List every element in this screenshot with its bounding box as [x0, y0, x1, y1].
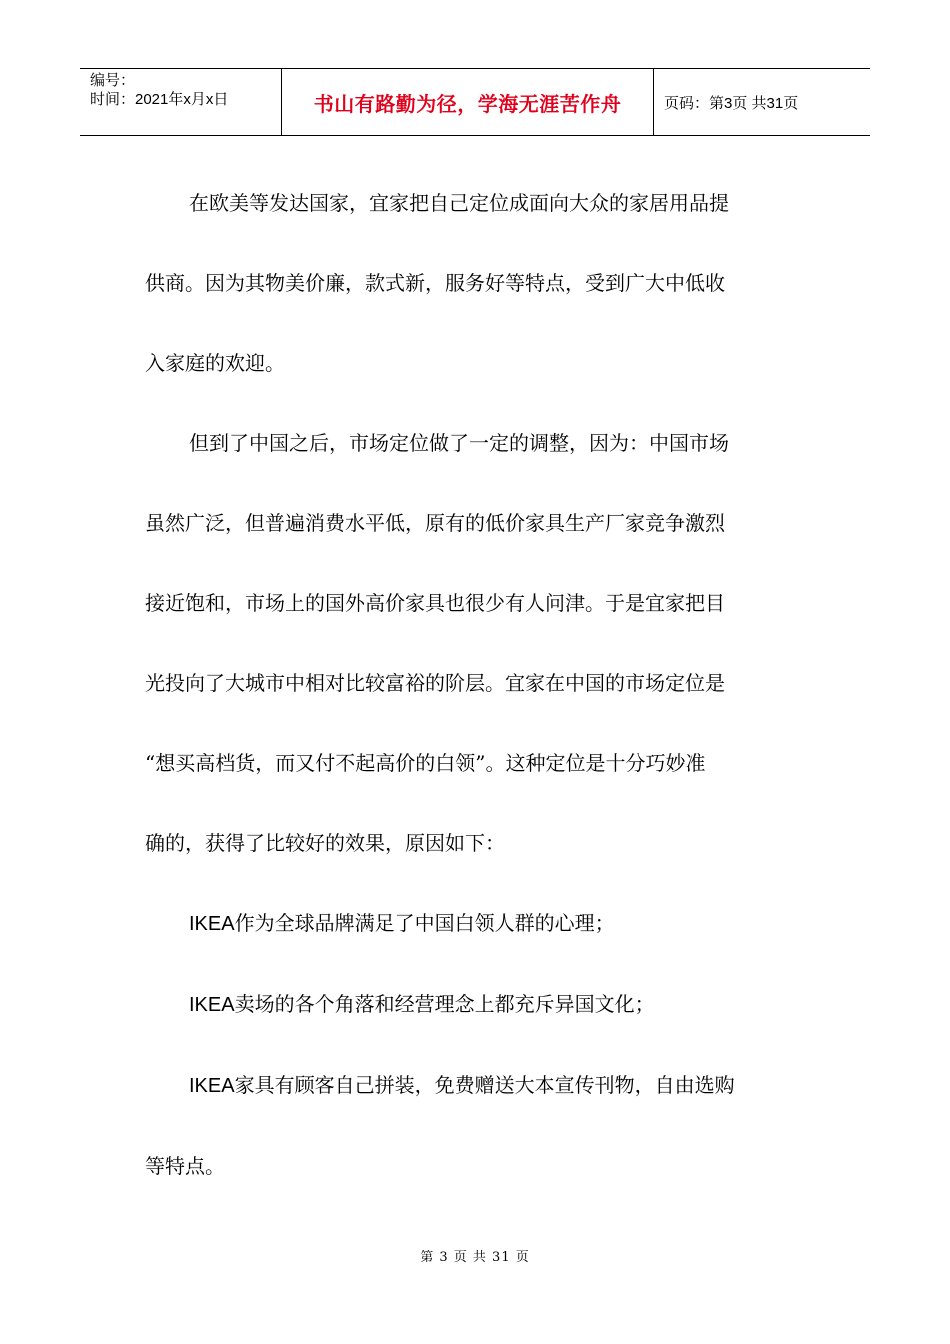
paragraph-line: 接近饱和，市场上的国外高价家具也很少有人问津。于是宜家把目	[145, 591, 725, 615]
list-item-text: 卖场的各个角落和经营理念上都充斥异国文化；	[234, 992, 655, 1016]
list-item	[145, 1045, 810, 1126]
brand-name: IKEA	[189, 1075, 235, 1097]
paragraph-line: 等特点。	[145, 1154, 225, 1178]
document-body	[145, 163, 810, 1206]
paragraph-line: 在欧美等发达国家，宜家把自己定位成面向大众的家居用品提	[189, 191, 729, 215]
paragraph-line: 确的，获得了比较好的效果，原因如下：	[145, 831, 505, 855]
paragraph-line: 虽然广泛，但普遍消费水平低，原有的低价家具生产厂家竞争激烈	[145, 511, 725, 535]
list-item-text: 作为全球品牌满足了中国白领人群的心理；	[234, 911, 615, 935]
page-footer: 第 3 页 共 31 页	[420, 1250, 530, 1265]
paragraph-line: 光投向了大城市中相对比较富裕的阶层。宜家在中国的市场定位是	[145, 671, 725, 695]
paragraph-line: 但到了中国之后，市场定位做了一定的调整，因为：中国市场	[189, 431, 729, 455]
brand-name: IKEA	[189, 994, 235, 1016]
header-meta-cell	[80, 69, 282, 135]
document-number-label: 编号：	[90, 72, 136, 89]
list-item-text: 家具有顾客自己拼装，免费赠送大本宣传刊物，自由选购	[234, 1073, 735, 1097]
paragraph-line: 供商。因为其物美价廉，款式新，服务好等特点，受到广大中低收	[145, 271, 725, 295]
list-item	[145, 883, 810, 964]
header-page-info: 页码：第3页 共31页	[664, 94, 799, 112]
paragraph-line: “想买高档货，而又付不起高价的白领”。这种定位是十分巧妙准	[145, 751, 706, 775]
page-header	[80, 68, 870, 136]
header-motto: 书山有路勤为径，学海无涯苦作舟	[282, 69, 654, 135]
paragraph-line: 入家庭的欢迎。	[145, 351, 285, 375]
list-item	[145, 964, 810, 1045]
brand-name: IKEA	[189, 913, 235, 935]
document-date: 时间：2021年x月x日	[90, 91, 229, 108]
